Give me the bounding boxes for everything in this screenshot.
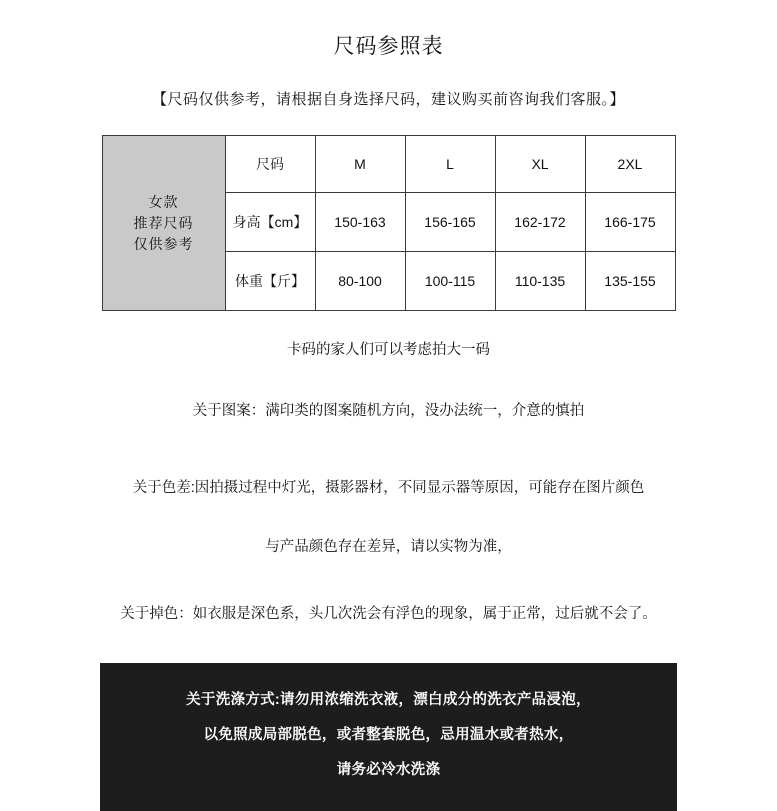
cell-height-m: 150-163 [315,193,405,252]
header-l: L [405,136,495,193]
note-oversize: 卡码的家人们可以考虑拍大一码 [287,342,490,358]
cell-weight-xl: 110-135 [495,252,585,311]
header-xl: XL [495,136,585,193]
cell-height-xl: 162-172 [495,193,585,252]
cell-weight-2xl: 135-155 [585,252,675,311]
note-pattern: 关于图案：满印类的图案随机方向，没办法统一，介意的慎拍 [192,403,585,419]
label-line-2: 推荐尺码 [133,214,194,231]
size-table [102,135,676,311]
table-header-row [102,136,675,193]
wash-line-1: 关于洗涤方式:请勿用浓缩洗衣液，漂白成分的洗衣产品浸泡， [186,692,591,708]
row-label-weight: 体重【斤】 [225,252,315,311]
header-size: 尺码 [225,136,315,193]
note-color-difference-line2: 与产品颜色存在差异，请以实物为准， [265,539,512,555]
page-subtitle: 【尺码仅供参考，请根据自身选择尺码，建议购买前咨询我们客服。】 [151,91,625,108]
note-color-difference-line1: 关于色差:因拍摄过程中灯光，摄影器材，不同显示器等原因，可能存在图片颜色 [132,480,645,496]
size-table-container [102,135,676,311]
row-label-height: 身高【cm】 [225,193,315,252]
label-line-1: 女款 [148,193,179,210]
washing-instructions-box [100,663,677,811]
cell-height-l: 156-165 [405,193,495,252]
page-title: 尺码参照表 [333,35,444,58]
cell-weight-l: 100-115 [405,252,495,311]
table-label-cell [102,136,225,311]
header-2xl: 2XL [585,136,675,193]
wash-line-3: 请务必冷水洗涤 [336,762,441,779]
note-fading: 关于掉色：如衣服是深色系，头几次洗会有浮色的现象，属于正常，过后就不会了。 [120,606,657,622]
label-line-3: 仅供参考 [133,235,194,252]
header-m: M [315,136,405,193]
cell-height-2xl: 166-175 [585,193,675,252]
wash-line-2: 以免照成局部脱色，或者整套脱色，忌用温水或者热水， [203,727,574,744]
cell-weight-m: 80-100 [315,252,405,311]
